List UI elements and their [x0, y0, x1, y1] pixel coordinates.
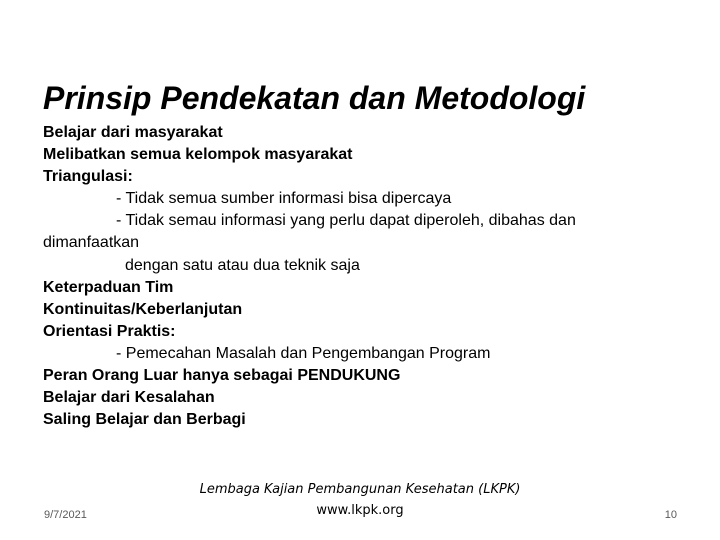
- footer-url: www.lkpk.org: [316, 503, 404, 518]
- point-orientasi-praktis: Orientasi Praktis:: [43, 322, 176, 340]
- point-saling-belajar: Saling Belajar dan Berbagi: [43, 411, 246, 429]
- point-belajar-kesalahan: Belajar dari Kesalahan: [43, 389, 215, 407]
- slide-title: Prinsip Pendekatan dan Metodologi: [43, 80, 586, 116]
- subpoint-dimanfaatkan: dimanfaatkan: [43, 234, 140, 252]
- slide-body: [43, 122, 683, 431]
- footer-organization-block: [170, 479, 550, 521]
- footer-organization: Lembaga Kajian Pembangunan Kesehatan (LKPK): [199, 482, 521, 497]
- subpoint-teknik: dengan satu atau dua teknik saja: [125, 256, 360, 274]
- point-peran-orang-luar: Peran Orang Luar hanya sebagai PENDUKUNG: [43, 367, 401, 385]
- point-triangulasi: Triangulasi:: [43, 168, 133, 186]
- point-keterpaduan-tim: Keterpaduan Tim: [43, 278, 174, 296]
- subpoint-sumber-informasi: - Tidak semua sumber informasi bisa dipercaya: [116, 190, 452, 208]
- page-number: 10: [664, 509, 677, 521]
- point-belajar-masyarakat: Belajar dari masyarakat: [43, 124, 223, 141]
- subpoint-pemecahan-masalah: - Pemecahan Masalah dan Pengembangan Program: [116, 344, 491, 362]
- point-melibatkan-kelompok: Melibatkan semua kelompok masyarakat: [43, 146, 353, 164]
- point-kontinuitas: Kontinuitas/Keberlanjutan: [43, 300, 243, 318]
- footer-date: 9/7/2021: [44, 509, 87, 521]
- subpoint-informasi-diperoleh: - Tidak semau informasi yang perlu dapat diperoleh, dibahas dan: [116, 212, 576, 230]
